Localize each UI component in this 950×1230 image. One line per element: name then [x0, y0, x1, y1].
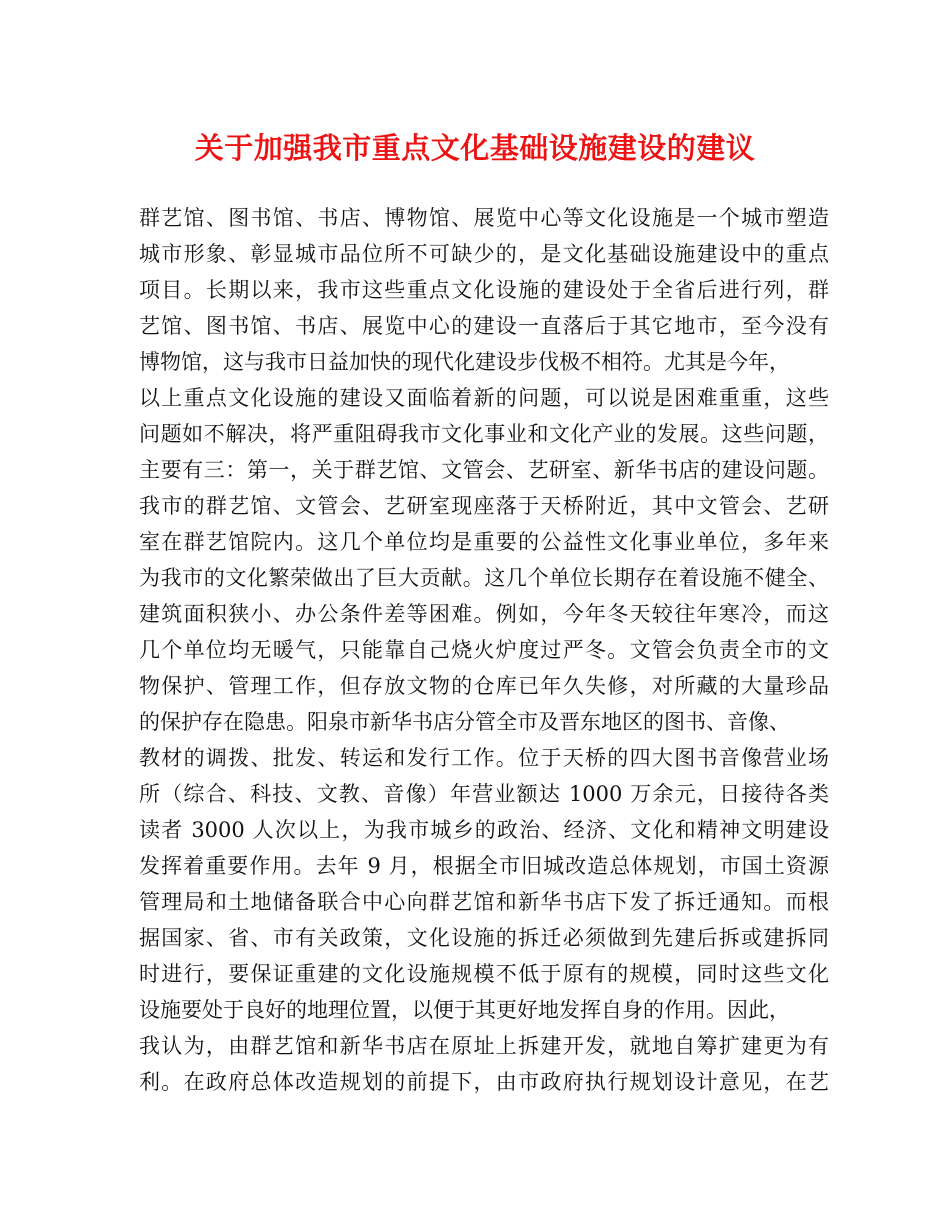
body-line: 以上重点文化设施的建设又面临着新的问题，可以说是困难重重，这些 [139, 386, 829, 410]
body-line: 为我市的文化繁荣做出了巨大贡献。这几个单位长期存在着设施不健全、 [139, 566, 829, 590]
body-line: 管理局和土地储备联合中心向群艺馆和新华书店下发了拆迁通知。而根 [139, 890, 829, 914]
body-line: 博物馆，这与我市日益加快的现代化建设步伐极不相符。尤其是今年， [139, 350, 790, 374]
body-line: 利。在政府总体改造规划的前提下，由市政府执行规划设计意见，在艺 [139, 1070, 829, 1094]
body-line: 城市形象、彰显城市品位所不可缺少的，是文化基础设施建设中的重点 [139, 242, 829, 266]
body-line: 的保护存在隐患。阳泉市新华书店分管全市及晋东地区的图书、音像、 [139, 710, 790, 734]
body-line: 项目。长期以来，我市这些重点文化设施的建设处于全省后进行列，群 [139, 278, 829, 302]
body-line: 物保护、管理工作，但存放文物的仓库已年久失修，对所藏的大量珍品 [139, 674, 829, 698]
document-body [139, 200, 829, 1100]
body-line: 几个单位均无暖气，只能靠自己烧火炉度过严冬。文管会负责全市的文 [139, 638, 829, 662]
body-line: 时进行，要保证重建的文化设施规模不低于原有的规模，同时这些文化 [139, 962, 829, 986]
body-line: 问题如不解决，将严重阻碍我市文化事业和文化产业的发展。这些问题， [139, 422, 829, 446]
body-line: 发挥着重要作用。去年 9 月，根据全市旧城改造总体规划，市国土资源 [139, 854, 829, 878]
body-line: 所（综合、科技、文教、音像）年营业额达 1000 万余元，日接待各类 [139, 782, 829, 806]
body-line: 艺馆、图书馆、书店、展览中心的建设一直落后于其它地市，至今没有 [139, 314, 829, 338]
body-line: 群艺馆、图书馆、书店、博物馆、展览中心等文化设施是一个城市塑造 [139, 206, 829, 230]
body-line: 我市的群艺馆、文管会、艺研室现座落于天桥附近，其中文管会、艺研 [139, 494, 829, 518]
body-line: 主要有三：第一，关于群艺馆、文管会、艺研室、新华书店的建设问题。 [139, 458, 829, 482]
body-line: 教材的调拨、批发、转运和发行工作。位于天桥的四大图书音像营业场 [139, 746, 829, 770]
body-line: 建筑面积狭小、办公条件差等困难。例如，今年冬天较往年寒冷，而这 [139, 602, 829, 626]
document-title: 关于加强我市重点文化基础设施建设的建议 [194, 131, 756, 165]
body-line: 读者 3000 人次以上，为我市城乡的政治、经济、文化和精神文明建设 [139, 818, 829, 842]
body-line: 室在群艺馆院内。这几个单位均是重要的公益性文化事业单位，多年来 [139, 530, 829, 554]
body-line: 据国家、省、市有关政策，文化设施的拆迁必须做到先建后拆或建拆同 [139, 926, 829, 950]
body-line: 我认为，由群艺馆和新华书店在原址上拆建开发，就地自筹扩建更为有 [139, 1034, 829, 1058]
body-line: 设施要处于良好的地理位置，以便于其更好地发挥自身的作用。因此， [139, 998, 790, 1022]
